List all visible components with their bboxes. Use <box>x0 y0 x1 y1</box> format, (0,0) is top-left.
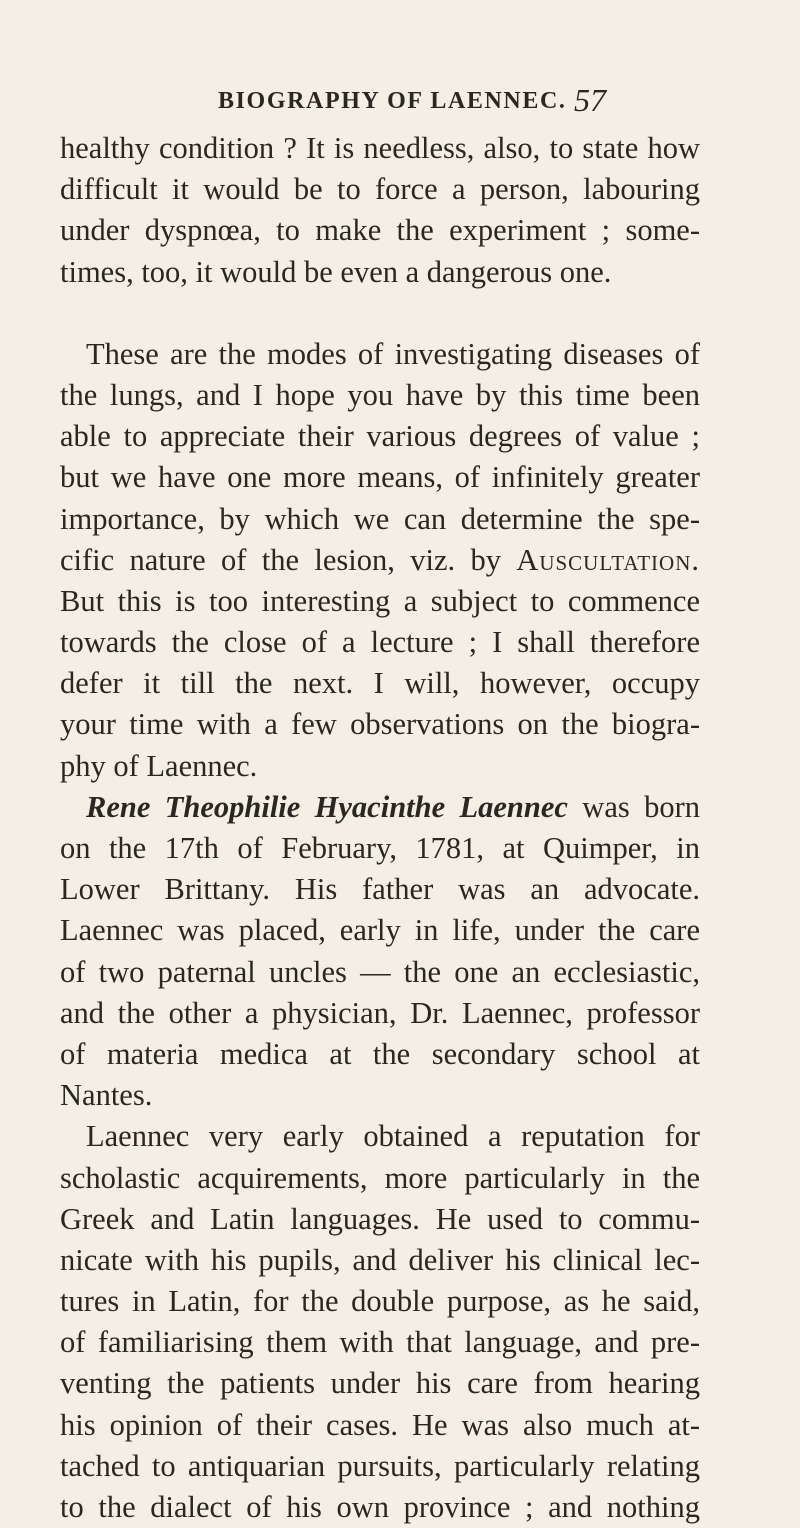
text-line: difficult it would be to force a person, labouring <box>60 172 700 207</box>
text-line: These are the modes of investigating diseases of <box>86 336 700 371</box>
text-line: Greek and Latin languages. He used to commu- <box>60 1201 700 1236</box>
text-line: his opinion of their cases. He was also much at- <box>60 1407 700 1442</box>
text-line: Laennec was placed, early in life, under the care <box>60 913 700 948</box>
text-line: scholastic acquirements, more particularly in the <box>60 1160 700 1195</box>
text-line: and the other a physician, Dr. Laennec, professor <box>60 995 700 1030</box>
running-head <box>0 82 800 128</box>
body-text <box>60 128 700 1528</box>
page-number: 57 <box>574 82 606 118</box>
text-line: of two paternal uncles — the one an ecclesiastic, <box>60 954 700 989</box>
laennec-full-name: Rene Theophilie Hyacinthe Laennec <box>86 789 568 824</box>
text-line: times, too, it would be even a dangerous one. <box>60 254 612 289</box>
text-line: of materia medica at the secondary school at <box>60 1036 700 1071</box>
text-line <box>60 787 700 828</box>
text-fragment: was born <box>567 789 700 824</box>
text-line: of familiarising them with that language, and pre- <box>60 1325 700 1360</box>
text-line: Nantes. <box>60 1078 153 1113</box>
text-line: under dyspnœa, to make the experiment ; some- <box>60 213 700 248</box>
text-line: your time with a few observations on the biogra- <box>60 707 700 742</box>
running-head-title: BIOGRAPHY OF LAENNEC. <box>218 88 567 114</box>
text-line: defer it till the next. I will, however, occupy <box>60 666 700 701</box>
text-line: nicate with his pupils, and deliver his clinical lec- <box>60 1242 700 1277</box>
auscultation-term: Auscultation. <box>516 542 701 577</box>
text-line: on the 17th of February, 1781, at Quimper, in <box>60 831 700 865</box>
text-line: tures in Latin, for the double purpose, as he said, <box>60 1284 700 1319</box>
text-line: able to appreciate their various degrees of value ; <box>60 419 700 454</box>
text-line: venting the patients under his care from hearing <box>60 1366 700 1401</box>
text-line: the lungs, and I hope you have by this time been <box>60 377 700 412</box>
text-line: tached to antiquarian pursuits, particularly relating <box>60 1448 700 1483</box>
text-line: But this is too interesting a subject to commence <box>60 583 700 618</box>
text-line: towards the close of a lecture ; I shall therefore <box>60 625 700 660</box>
text-fragment: cific nature of the lesion, viz. by <box>60 542 501 577</box>
paragraph-gap <box>60 293 700 334</box>
text-line: Laennec very early obtained a reputation for <box>86 1119 700 1154</box>
text-line: healthy condition ? It is needless, also, to state how <box>60 131 700 165</box>
text-line <box>60 540 700 581</box>
text-line: Lower Brittany. His father was an advocate. <box>60 872 700 907</box>
text-line: to the dialect of his own province ; and nothing <box>60 1490 700 1524</box>
text-line: but we have one more means, of infinitely greater <box>60 460 700 495</box>
text-line: importance, by which we can determine the spe- <box>60 501 700 536</box>
text-line: phy of Laennec. <box>60 748 258 783</box>
